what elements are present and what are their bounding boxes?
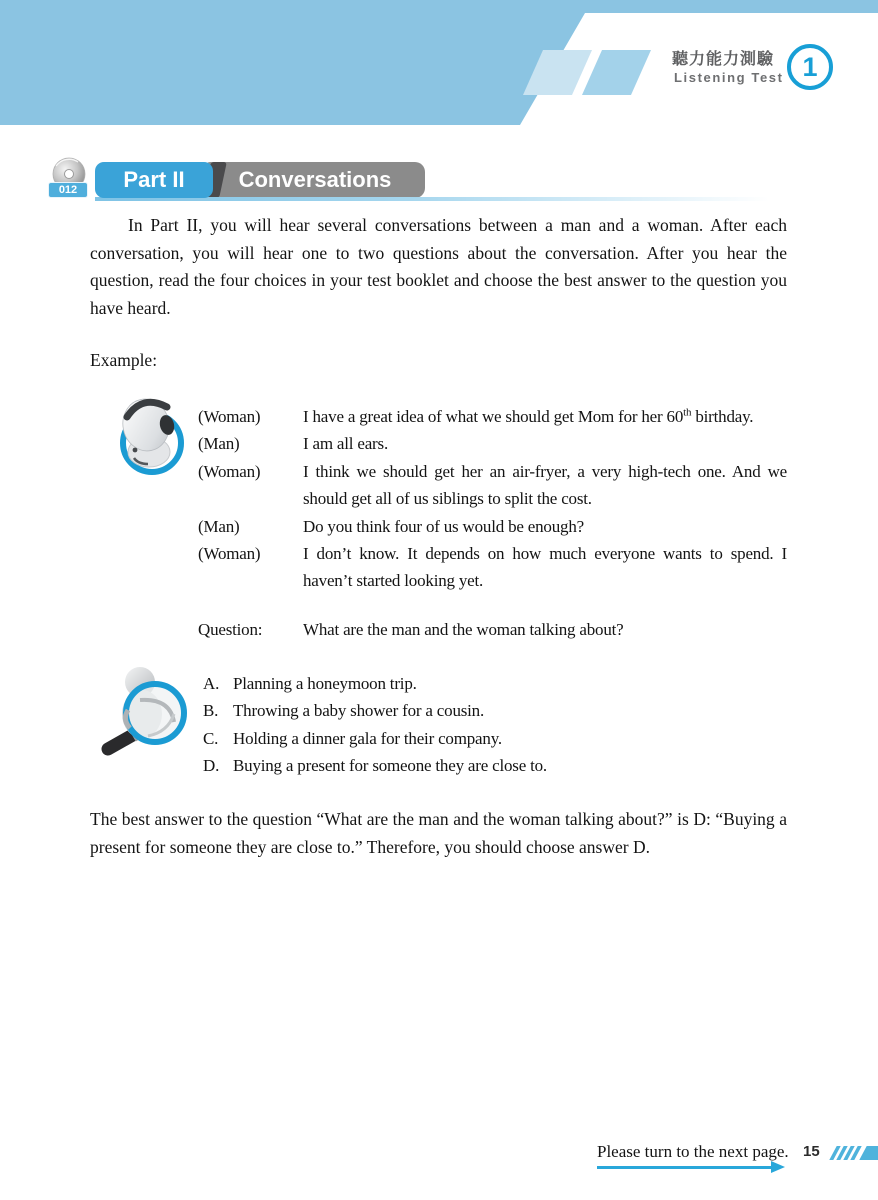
track-number-badge [48, 182, 88, 198]
cd-track-icon [48, 157, 90, 203]
tab-conversations-label: Conversations [238, 167, 392, 192]
dialogue-row [198, 458, 787, 513]
tab-part-ii-label: Part II [123, 167, 185, 192]
dialogue-row [198, 430, 787, 457]
dialogue-line: I don’t know. It depends on how much everyone wants to spend. I haven’t started looking yet. [303, 544, 787, 591]
page-number: 15 [803, 1143, 820, 1160]
choice-row [203, 725, 763, 752]
choice-text: Throwing a baby shower for a cousin. [233, 701, 485, 721]
example-question [198, 616, 787, 643]
choice-letter: B. [203, 701, 219, 721]
tab-conversations [205, 162, 425, 198]
choice-letter: A. [203, 674, 220, 693]
speaker-icon [112, 392, 188, 483]
dialogue-speaker: (Man) [198, 434, 240, 454]
choice-letter: C. [203, 728, 219, 748]
dialogue-line: Do you think four of us would be enough? [303, 516, 584, 536]
choice-row [203, 697, 763, 724]
example-label: Example: [90, 350, 158, 370]
tab-part-ii [95, 162, 213, 198]
header-title-chinese: 聽力能力測驗 [672, 51, 775, 68]
dialogue-line-text: I have a great idea of what we should get Mom for her 60 [303, 407, 684, 426]
dialogue-row [198, 513, 787, 540]
turn-page-arrow [597, 1166, 771, 1169]
turn-page-arrowhead-icon [771, 1161, 785, 1173]
dialogue-row [198, 540, 787, 595]
part-instructions: In Part II, you will hear several conversations between a man and a woman. After each conversation, you will hear one to two questions about the conversation. After you hear the question, read the four choices in your test booklet and choose the best answer to the question you have heard. [90, 215, 787, 318]
choice-row [203, 752, 763, 779]
example-dialogue [198, 403, 787, 595]
dialogue-speaker: (Woman) [198, 544, 261, 564]
question-label: Question: [198, 620, 263, 639]
header-title-english: Listening Test [674, 70, 784, 85]
dialogue-speaker: (Woman) [198, 407, 261, 426]
choice-text: Buying a present for someone they are close to. [233, 755, 547, 775]
slash-bar [859, 1146, 878, 1160]
chapter-number-badge [787, 44, 833, 90]
choice-row [203, 670, 763, 697]
dialogue-line: I think we should get her an air-fryer, a very high-tech one. And we should get all of us siblings to split the cost. [303, 461, 787, 509]
question-text: What are the man and the woman talking about? [303, 620, 624, 639]
choice-text: Planning a honeymoon trip. [233, 674, 417, 693]
answer-explanation: The best answer to the question “What are the man and the woman talking about?” is D: “Buying a present for someone they are close to.” Therefore, you should choose answer D. [90, 809, 787, 857]
magnifier-person-icon [98, 658, 190, 767]
answer-choices [203, 670, 763, 779]
dialogue-line-text: birthday. [691, 407, 754, 426]
footer-slashes-decoration [833, 1146, 878, 1160]
turn-page-notice: Please turn to the next page. [597, 1142, 789, 1161]
dialogue-speaker: (Man) [198, 516, 240, 536]
ordinal-superscript: th [683, 406, 692, 419]
choice-text: Holding a dinner gala for their company. [233, 728, 502, 748]
dialogue-line [303, 403, 787, 430]
dialogue-row [198, 403, 787, 430]
chapter-number: 1 [802, 51, 818, 82]
dialogue-speaker: (Woman) [198, 461, 261, 481]
track-number: 012 [58, 183, 78, 196]
choice-letter: D. [203, 755, 220, 775]
dialogue-line: I am all ears. [303, 434, 388, 454]
